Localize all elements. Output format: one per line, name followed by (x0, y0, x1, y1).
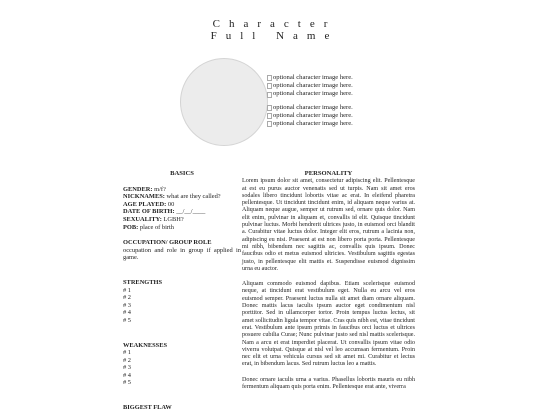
dob-value: __/__/____ (176, 208, 206, 216)
gender-value: m/f? (154, 185, 166, 193)
broken-image (267, 120, 353, 128)
age-value: 00 (167, 200, 175, 208)
personality-paragraph-2: Aliquam commodo euismod dapibus. Etiam scelerisque euismod neque, at tincidunt erat vestibulum eget. Nulla eu arcu vel eros euismod semper. Praesent luctus nulla sit amet diam ornare aliquam. Donec mattis lacus iaculis ipsum auctor eget condimentum nisl porttitor. Sed in ullamcorper tortor. Proin tempus luctus lectus, sit amet sollicitudin ligula tempor vitae. Cras quis nibh est, vitae tincidunt erat. Vestibulum ante ipsum primis in faucibus orci luctus et ultrices posuere cubilia Curae; Nunc pulvinar justo sed nisl mattis scelerisque. Nam a arcu et erat imperdiet placerat. Ut convallis ipsum vitae odio viverra volutpat. Quisque at nisl vel leo accumsan fermentum. Proin nec elit et urna vehicula cursus sed sit amet mi. Curabitur et lectus erat, in bibendum lacus. Sed rutrum luctus leo a mattis. (242, 281, 415, 368)
broken-image-icon (267, 105, 272, 111)
weaknesses-heading: WEAKNESSES (123, 341, 168, 349)
weakness-item: # 5 (123, 379, 131, 387)
basics-heading: BASICS (170, 170, 194, 177)
broken-image-icon (267, 75, 272, 81)
broken-image (267, 112, 353, 120)
dob-row (123, 208, 241, 216)
title-line-1: Character (212, 18, 337, 30)
image-alt-text: optional character image here. (273, 74, 353, 81)
character-name-title (0, 18, 540, 42)
personality-paragraph-3: Donec ornare iaculis urna a varius. Phasellus lobortis mauris eu nibh fermentum aliquam quis porta enim. Pellentesque erat ante, viverra (242, 376, 415, 391)
broken-image-icon (267, 92, 272, 98)
strength-item: # 4 (123, 309, 131, 317)
image-alt-text: optional character image here. (273, 82, 353, 90)
gender-row (123, 186, 241, 194)
personality-paragraph-1: Lorem ipsum dolor sit amet, consectetur adipiscing elit. Pellentesque at est eu purus auctor venenatis sed ut turpis. Nam sit amet eros sodales libero tincidunt lobortis vitae ac erat. In eleifend pharetra pellentesque. Ut tincidunt tincidunt enim, id aliquam neque varius at. Aliquam neque augue, semper ut rutrum sed, ornare quis dolor. Nam elit enim, pulvinar in aliquam et, convallis id elit. Quisque tincidunt pulvinar luctus. Morbi hendrerit ultrices justo, in euismod orci blandit a. Curabitur vitae luctus dolor. Integer elit eros, rutrum a lacinia non, adipiscing eu nisi. Praesent at est non libero porta porta. Pellentesque mi nibh, bibendum nec sagittis ac, convallis quis ipsum. Donec faucibus odio et metus euismod ultricies. Vestibulum sagittis egestas justo, in pellentesque elit mattis et. Suspendisse euismod dignissim urna eu auctor. (242, 178, 415, 272)
weakness-item: # 2 (123, 356, 131, 364)
image-group-1 (267, 74, 353, 99)
broken-image (267, 104, 353, 112)
dob-label: DATE OF BIRTH: (123, 208, 175, 216)
personality-column (242, 170, 415, 399)
occupation-heading: OCCUPATION/ GROUP ROLE (123, 239, 212, 247)
strength-item: # 2 (123, 294, 131, 302)
image-group-2 (267, 104, 353, 129)
broken-image-icon (267, 83, 272, 89)
sexuality-row (123, 216, 241, 224)
nicknames-value: what are they called? (166, 193, 221, 201)
strength-item: # 5 (123, 316, 131, 324)
nicknames-label: NICKNAMES: (123, 193, 165, 201)
occupation-value: occupation and role in group if applied in game. (123, 246, 241, 262)
broken-image (267, 74, 353, 82)
basics-column (123, 170, 241, 412)
nicknames-row (123, 193, 241, 201)
broken-image-icon (267, 121, 272, 127)
weakness-item: # 4 (123, 371, 131, 379)
strength-item: # 3 (123, 301, 131, 309)
character-portrait-placeholder (180, 58, 268, 146)
personality-heading: PERSONALITY (304, 170, 353, 177)
title-line-2: Full Name (210, 30, 339, 42)
weakness-item: # 3 (123, 364, 131, 372)
weakness-item: # 1 (123, 349, 131, 357)
image-alt-text: optional character image here. (273, 111, 353, 119)
strengths-heading: STRENGTHS (123, 278, 163, 286)
pob-label: POB: (123, 223, 139, 231)
pob-value: place of birth (139, 223, 174, 231)
age-label: AGE PLAYED: (123, 200, 167, 208)
sexuality-value: LGBH? (163, 215, 184, 223)
image-alt-text: optional character image here. (273, 103, 353, 111)
image-placeholder-list (267, 74, 353, 133)
biggest-flaw-heading: BIGGEST FLAW (123, 404, 172, 412)
image-alt-text: optional character image here. (273, 90, 353, 98)
broken-image (267, 82, 353, 90)
sexuality-label: SEXUALITY: (123, 215, 162, 223)
broken-image-icon (267, 113, 272, 119)
gender-label: GENDER: (123, 185, 153, 193)
strength-item: # 1 (123, 286, 131, 294)
pob-row (123, 224, 241, 232)
image-alt-text: optional character image here. (273, 120, 353, 128)
broken-image (267, 90, 353, 98)
age-row (123, 201, 241, 209)
